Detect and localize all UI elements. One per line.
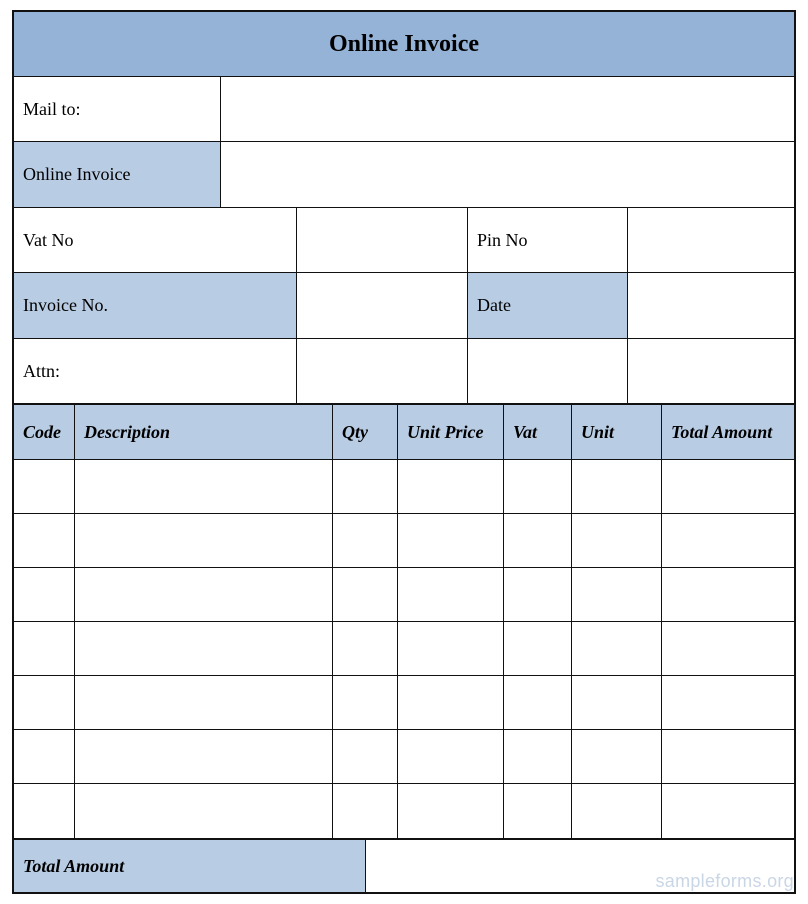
- attn-label: Attn:: [14, 339, 297, 405]
- cell-total-amount[interactable]: [662, 676, 794, 730]
- form-title: Online Invoice: [14, 12, 794, 77]
- cell-unit-price[interactable]: [398, 514, 504, 568]
- cell-vat[interactable]: [504, 676, 572, 730]
- date-label: Date: [468, 273, 628, 339]
- total-amount-label: Total Amount: [14, 840, 366, 892]
- online-invoice-field[interactable]: [221, 142, 794, 208]
- cell-unit-price[interactable]: [398, 568, 504, 622]
- cell-qty[interactable]: [333, 676, 398, 730]
- cell-vat[interactable]: [504, 784, 572, 840]
- header-code: Code: [14, 405, 75, 460]
- cell-qty[interactable]: [333, 622, 398, 676]
- cell-description[interactable]: [75, 730, 333, 784]
- mail-to-label: Mail to:: [14, 77, 221, 142]
- cell-total-amount[interactable]: [662, 514, 794, 568]
- cell-unit[interactable]: [572, 730, 662, 784]
- cell-unit-price[interactable]: [398, 622, 504, 676]
- cell-description[interactable]: [75, 568, 333, 622]
- cell-code[interactable]: [14, 622, 75, 676]
- attn-field[interactable]: [297, 339, 468, 405]
- attn-field-2[interactable]: [468, 339, 628, 405]
- vat-no-field[interactable]: [297, 208, 468, 273]
- invoice-form: [12, 10, 796, 894]
- cell-vat[interactable]: [504, 568, 572, 622]
- cell-qty[interactable]: [333, 460, 398, 514]
- header-total-amount: Total Amount: [662, 405, 794, 460]
- cell-code[interactable]: [14, 460, 75, 514]
- header-qty: Qty: [333, 405, 398, 460]
- cell-total-amount[interactable]: [662, 730, 794, 784]
- cell-vat[interactable]: [504, 730, 572, 784]
- cell-unit-price[interactable]: [398, 730, 504, 784]
- cell-unit[interactable]: [572, 568, 662, 622]
- cell-qty[interactable]: [333, 568, 398, 622]
- cell-qty[interactable]: [333, 730, 398, 784]
- attn-field-3[interactable]: [628, 339, 794, 405]
- cell-unit[interactable]: [572, 676, 662, 730]
- cell-description[interactable]: [75, 676, 333, 730]
- cell-vat[interactable]: [504, 622, 572, 676]
- cell-description[interactable]: [75, 622, 333, 676]
- cell-vat[interactable]: [504, 460, 572, 514]
- header-vat: Vat: [504, 405, 572, 460]
- header-unit-price: Unit Price: [398, 405, 504, 460]
- cell-vat[interactable]: [504, 514, 572, 568]
- vat-no-label: Vat No: [14, 208, 297, 273]
- cell-unit[interactable]: [572, 514, 662, 568]
- cell-total-amount[interactable]: [662, 568, 794, 622]
- cell-code[interactable]: [14, 676, 75, 730]
- cell-qty[interactable]: [333, 784, 398, 840]
- cell-total-amount[interactable]: [662, 460, 794, 514]
- cell-unit-price[interactable]: [398, 460, 504, 514]
- invoice-no-field[interactable]: [297, 273, 468, 339]
- header-description: Description: [75, 405, 333, 460]
- cell-code[interactable]: [14, 568, 75, 622]
- online-invoice-label: Online Invoice: [14, 142, 221, 208]
- cell-qty[interactable]: [333, 514, 398, 568]
- cell-unit[interactable]: [572, 622, 662, 676]
- cell-unit[interactable]: [572, 784, 662, 840]
- cell-description[interactable]: [75, 784, 333, 840]
- cell-code[interactable]: [14, 784, 75, 840]
- cell-total-amount[interactable]: [662, 622, 794, 676]
- header-unit: Unit: [572, 405, 662, 460]
- cell-total-amount[interactable]: [662, 784, 794, 840]
- cell-code[interactable]: [14, 730, 75, 784]
- cell-unit-price[interactable]: [398, 784, 504, 840]
- invoice-no-label: Invoice No.: [14, 273, 297, 339]
- pin-no-field[interactable]: [628, 208, 794, 273]
- mail-to-field[interactable]: [221, 77, 794, 142]
- pin-no-label: Pin No: [468, 208, 628, 273]
- cell-unit-price[interactable]: [398, 676, 504, 730]
- cell-description[interactable]: [75, 514, 333, 568]
- cell-code[interactable]: [14, 514, 75, 568]
- cell-description[interactable]: [75, 460, 333, 514]
- date-field[interactable]: [628, 273, 794, 339]
- watermark: sampleforms.org: [655, 871, 794, 891]
- cell-unit[interactable]: [572, 460, 662, 514]
